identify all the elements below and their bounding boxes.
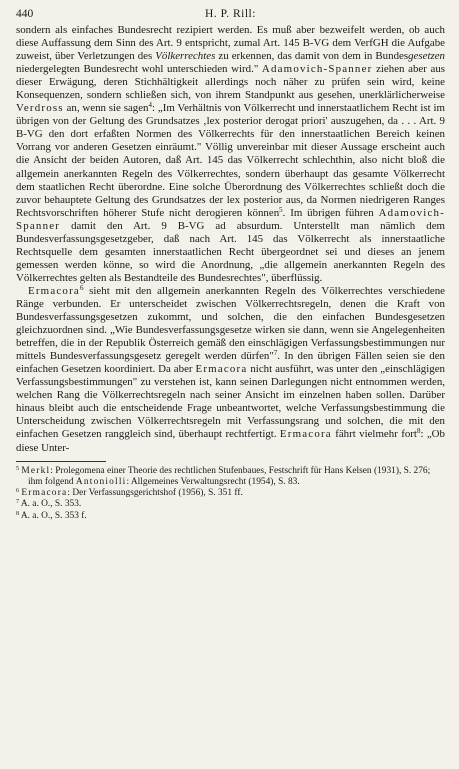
text-run: sieht mit den allgemein anerkannten Regeln des Völkerrechtes verschiedene Ränge verbunden. Er unterscheidet zwischen Völkerrechtsregeln, denen die Kraft von Bundesverfassungsgesetzen zukommt, und solchen, die den einfachen Bundesgesetzen gleichzuordnen sind. „Wie Bundesverfassungsgesetze wirken sie dann, wenn sie Angelegenheiten betreffen, die in der Republik Österreich gemäß den einschlägigen Verfassungsbestimmungen nur mittels Bundesverfassungsgesetz geregelt werden dürfen" <box>16 284 445 363</box>
text-run: : Prolegomena einer Theorie des rechtlichen Stufenbaues, Festschrift für Hans Kelsen (1931), S. 276; ihm folgend <box>28 465 431 487</box>
author-name: Adamovich-Spanner <box>16 206 445 232</box>
footnote-ref[interactable]: 6 <box>79 283 84 292</box>
footnote-number: 7 <box>16 499 19 506</box>
italic-run: Völkerrechtes <box>155 50 216 63</box>
footnote-7 <box>16 499 445 510</box>
footnote-number: 6 <box>16 488 19 495</box>
footnote-number: 8 <box>16 510 19 517</box>
text-run: an, wenn sie sagen <box>63 102 149 115</box>
text-run: niedergelegten Bundesrecht wohl unterschieden wird." <box>16 63 262 76</box>
italic-run: gesetzen <box>408 50 445 63</box>
footnote-8 <box>16 511 445 522</box>
author-name: Antoniolli <box>75 476 127 487</box>
footnote-ref[interactable]: 4 <box>148 101 153 110</box>
footnote-ref[interactable]: 5 <box>279 205 283 214</box>
text-run: : Der Verfassungsgerichtshof (1956), S. 351 ff. <box>67 488 243 499</box>
text-run: damit den Art. 9 B-VG ad absurdum. Unterstellt man nämlich dem Bundesverfassungsgesetzgeber, daß nach Art. 145 das Völkerrecht als innerstaatliche Rechtsquelle dem gesamten innerstaatlichen Recht übergeordnet sei und dieses an jenem gemessen werden könne, so wird die Anordnung, „die allgemein anerkannten Regeln des Völkerrechtes gelten als Bestandteile des Bundesrechtes", überflüssig. <box>16 219 445 284</box>
author-name: Adamovich-Spanner <box>261 63 373 76</box>
text-run: . In den übrigen Fällen seien sie den einfachen Gesetzen koordiniert. Da aber <box>16 350 446 376</box>
text-run: nicht ausführt, was unter den „einschlägigen Verfassungsbestimmungen" zu verstehen ist, kann seinen Darlegungen nicht entnommen werden, welchen Rang die Völkerrechtsregeln nach seiner Ansicht im einzelnen haben sollen. Darüber hinaus bleibt auch die entscheidende Frage unbeantwortet, welche Verfassungsbestimmung die Unterscheidung zwischen Völkerrechtsregeln mit Verfassungsrang und solchen, die mit den einfachen Gesetzen ranggleich sind, überhaupt rechtfertigt. <box>16 363 445 441</box>
footnote-ref[interactable]: 8 <box>416 427 421 436</box>
text-run: sondern als einfaches Bundesrecht rezipiert werden. Es muß aber bezweifelt werden, ob auch diese Auffassung dem Sinn des Art. 9 entspricht, zumal Art. 145 B-VG dem VerfGH die Aufgabe zuweist, über Verletzungen des <box>16 24 445 63</box>
footnotes <box>16 466 445 522</box>
author-name: Ermacora <box>279 428 332 441</box>
body-text <box>16 24 445 455</box>
footnote-number: 5 <box>16 465 19 472</box>
text-run: : „Im Verhältnis von Völkerrecht und innerstaatlichem Recht ist im übrigen von der Geltung des Grundsatzes ‚lex posterior derogat priori' auszugehen, da . . . Art. 9 B-VG den dort erfaßten Normen des Völkerrechts für den innerstaatlichen Bereich keinen Vorrang vor anderen Gesetzen einräumt." Völlig unvereinbar mit dieser Aussage erscheint auch die Ansicht der beiden Autoren, daß Art. 145 das Völkerrecht schlechthin, also nicht bloß die allgemein anerkannten Regeln des Völkerrechtes, sondern überhaupt das gesamte Völkerrecht dem staatlichen Recht überordne. Eine solche Überordnung des Völkerrechtes schließt doch die zuvor behauptete Geltung des Grundsatzes der lex posterior aus, da Normen niedrigeren Ranges Rechtsvorschriften höherer Stufe nicht derogieren können <box>16 102 445 219</box>
text-run: ziehen aber aus dieser Erwägung, deren Stichhältigkeit allerdings noch näher zu prüfen sein wird, keine Konsequenzen, sondern schließen sich, von ihrem Standpunkt aus gesehen, unerklärlicherweise <box>16 63 446 102</box>
author-name: Verdross <box>16 102 64 115</box>
text-run: zu erkennen, das damit von dem in Bundes <box>215 50 409 63</box>
paragraph-1 <box>16 24 445 285</box>
running-head-author: H. P. Rill: <box>205 8 256 20</box>
text-run: . Im übrigen führen <box>282 206 379 219</box>
text-run: A. a. O., S. 353 f. <box>20 510 87 521</box>
page-number: 440 <box>16 8 34 20</box>
author-name: Ermacora <box>195 363 248 376</box>
author-name: Ermacora <box>21 488 68 499</box>
footnote-6 <box>16 488 445 499</box>
author-name: Merkl <box>21 465 51 476</box>
footnote-divider <box>16 461 106 462</box>
text-run: : Allgemeines Verwaltungsrecht (1954), S. 83. <box>126 476 300 487</box>
author-name: Ermacora <box>28 284 80 297</box>
paragraph-2 <box>16 285 445 455</box>
text-run: : „Ob diese Unter- <box>16 428 445 454</box>
footnote-ref[interactable]: 7 <box>273 349 278 358</box>
running-header <box>16 6 445 24</box>
text-run: fährt vielmehr fort <box>331 428 417 441</box>
footnote-5 <box>16 466 445 489</box>
text-run: A. a. O., S. 353. <box>20 499 82 510</box>
